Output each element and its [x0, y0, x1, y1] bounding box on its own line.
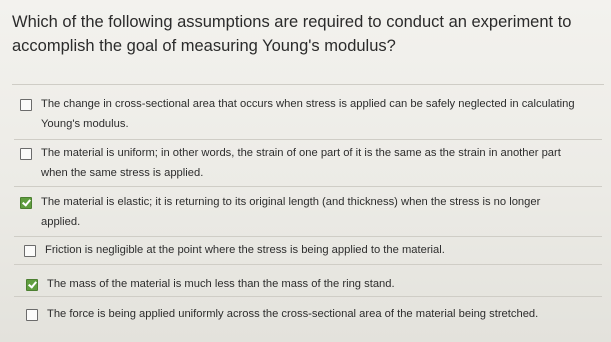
question-text: Which of the following assumptions are required to conduct an experiment to accomplish the goal of measuring Young's modulus?: [12, 13, 572, 55]
divider: [14, 296, 602, 297]
checkbox-option-1[interactable]: [20, 99, 32, 111]
divider: [14, 139, 602, 140]
answer-option-6[interactable]: [26, 308, 601, 324]
checkbox-option-3[interactable]: [20, 197, 32, 209]
checkbox-option-5[interactable]: [26, 279, 38, 291]
answer-option-1[interactable]: [20, 98, 590, 134]
answer-option-2-label: The material is uniform; in other words, the strain of one part of it is the same as the strain in another part when the same stress is applied.: [41, 147, 561, 179]
divider: [12, 84, 604, 85]
answer-option-2[interactable]: [20, 147, 590, 183]
answer-option-3-label: The material is elastic; it is returning to its original length (and thickness) when the stress is no longer applied.: [41, 196, 541, 228]
checkbox-option-6[interactable]: [26, 309, 38, 321]
answer-option-5-label: The mass of the material is much less than the mass of the ring stand.: [47, 278, 395, 290]
answer-option-3[interactable]: [20, 196, 560, 232]
answer-option-5[interactable]: [26, 278, 596, 294]
checkbox-option-4[interactable]: [24, 245, 36, 257]
answer-option-4[interactable]: [24, 244, 594, 260]
checkbox-option-2[interactable]: [20, 148, 32, 160]
divider: [14, 264, 602, 265]
answer-option-6-label: The force is being applied uniformly across the cross-sectional area of the material being stretched.: [47, 308, 539, 320]
divider: [14, 186, 602, 187]
divider: [14, 236, 602, 237]
answer-option-1-label: The change in cross-sectional area that occurs when stress is applied can be safely neglected in calculating Young's modulus.: [41, 98, 575, 130]
answer-option-4-label: Friction is negligible at the point where the stress is being applied to the material.: [45, 244, 445, 256]
